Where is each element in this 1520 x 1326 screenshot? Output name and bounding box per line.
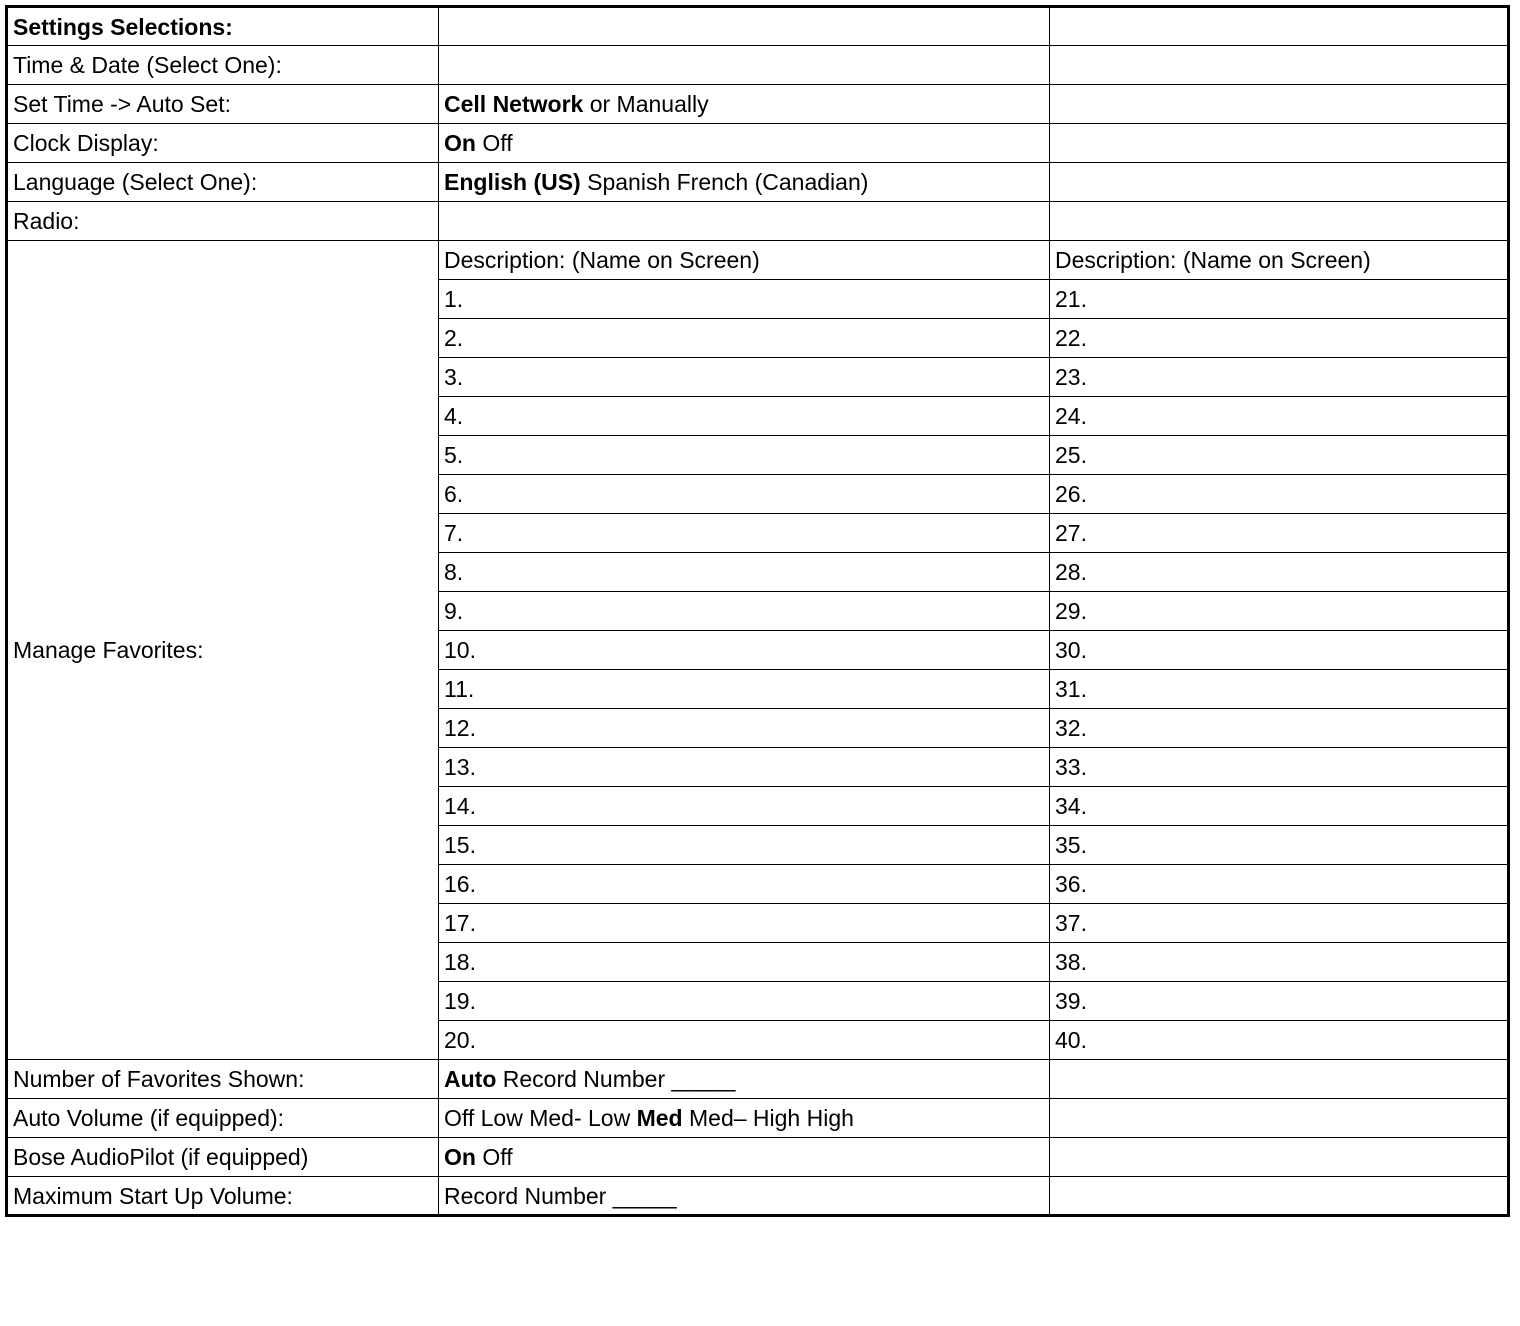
favorite-slot-right[interactable]: 31.	[1050, 670, 1509, 709]
clock-display-other-options: Off	[475, 130, 513, 156]
favorite-slot-right[interactable]: 25.	[1050, 436, 1509, 475]
favorite-slot-right[interactable]: 30.	[1050, 631, 1509, 670]
max-startup-volume-label: Maximum Start Up Volume:	[7, 1177, 439, 1216]
favorite-slot-right[interactable]: 27.	[1050, 514, 1509, 553]
auto-volume-options-before: Off Low Med- Low	[444, 1105, 637, 1131]
max-startup-volume-extra	[1050, 1177, 1509, 1216]
row-language	[7, 163, 1509, 202]
favorite-slot-left[interactable]: 18.	[439, 943, 1050, 982]
favorites-col-header-right: Description: (Name on Screen)	[1050, 241, 1509, 280]
favorite-slot-right[interactable]: 21.	[1050, 280, 1509, 319]
clock-display-options	[439, 124, 1050, 163]
favorite-slot-left[interactable]: 16.	[439, 865, 1050, 904]
clock-display-extra	[1050, 124, 1509, 163]
favorite-slot-left[interactable]: 1.	[439, 280, 1050, 319]
radio-option	[439, 202, 1050, 241]
row-clock-display	[7, 124, 1509, 163]
favorite-slot-left[interactable]: 17.	[439, 904, 1050, 943]
time-date-option	[439, 46, 1050, 85]
set-time-extra	[1050, 85, 1509, 124]
favorite-slot-right[interactable]: 24.	[1050, 397, 1509, 436]
bose-audiopilot-other-options: Off	[475, 1144, 513, 1170]
favorite-slot-left[interactable]: 13.	[439, 748, 1050, 787]
favorite-slot-right[interactable]: 35.	[1050, 826, 1509, 865]
row-settings-selections	[7, 7, 1509, 46]
settings-selections-label: Settings Selections:	[7, 7, 439, 46]
row-radio	[7, 202, 1509, 241]
bose-audiopilot-label: Bose AudioPilot (if equipped)	[7, 1138, 439, 1177]
favorite-slot-left[interactable]: 7.	[439, 514, 1050, 553]
favorite-slot-left[interactable]: 6.	[439, 475, 1050, 514]
language-extra	[1050, 163, 1509, 202]
favorite-slot-right[interactable]: 26.	[1050, 475, 1509, 514]
number-of-favorites-extra	[1050, 1060, 1509, 1099]
auto-volume-label: Auto Volume (if equipped):	[7, 1099, 439, 1138]
favorite-slot-left[interactable]: 20.	[439, 1021, 1050, 1060]
auto-volume-options	[439, 1099, 1050, 1138]
radio-extra	[1050, 202, 1509, 241]
set-time-label: Set Time -> Auto Set:	[7, 85, 439, 124]
number-of-favorites-other-options: Record Number _____	[496, 1066, 736, 1092]
favorite-slot-right[interactable]: 23.	[1050, 358, 1509, 397]
favorite-slot-right[interactable]: 40.	[1050, 1021, 1509, 1060]
row-bose-audiopilot	[7, 1138, 1509, 1177]
clock-display-label: Clock Display:	[7, 124, 439, 163]
favorite-slot-left[interactable]: 19.	[439, 982, 1050, 1021]
settings-selections-extra	[1050, 7, 1509, 46]
language-selected-option: English (US)	[444, 169, 581, 195]
row-number-of-favorites	[7, 1060, 1509, 1099]
number-of-favorites-label: Number of Favorites Shown:	[7, 1060, 439, 1099]
favorite-slot-left[interactable]: 5.	[439, 436, 1050, 475]
row-favorites-header	[7, 241, 1509, 280]
favorite-slot-right[interactable]: 29.	[1050, 592, 1509, 631]
favorite-slot-left[interactable]: 9.	[439, 592, 1050, 631]
favorite-slot-left[interactable]: 14.	[439, 787, 1050, 826]
settings-selections-option	[439, 7, 1050, 46]
bose-audiopilot-extra	[1050, 1138, 1509, 1177]
favorite-slot-left[interactable]: 11.	[439, 670, 1050, 709]
favorite-slot-right[interactable]: 33.	[1050, 748, 1509, 787]
manage-favorites-label: Manage Favorites:	[7, 241, 439, 1060]
set-time-selected-option: Cell Network	[444, 91, 584, 117]
favorite-slot-right[interactable]: 32.	[1050, 709, 1509, 748]
row-set-time	[7, 85, 1509, 124]
favorite-slot-left[interactable]: 12.	[439, 709, 1050, 748]
favorite-slot-right[interactable]: 39.	[1050, 982, 1509, 1021]
favorite-slot-left[interactable]: 2.	[439, 319, 1050, 358]
favorite-slot-right[interactable]: 37.	[1050, 904, 1509, 943]
favorite-slot-left[interactable]: 15.	[439, 826, 1050, 865]
auto-volume-selected-option: Med	[636, 1105, 683, 1131]
time-date-label: Time & Date (Select One):	[7, 46, 439, 85]
favorite-slot-right[interactable]: 28.	[1050, 553, 1509, 592]
language-other-options: Spanish French (Canadian)	[580, 169, 869, 195]
clock-display-selected-option: On	[444, 130, 476, 156]
row-max-startup-volume	[7, 1177, 1509, 1216]
auto-volume-options-after: Med– High High	[682, 1105, 854, 1131]
settings-table	[5, 5, 1510, 1217]
max-startup-volume-option: Record Number _____	[439, 1177, 1050, 1216]
favorites-col-header-left: Description: (Name on Screen)	[439, 241, 1050, 280]
favorite-slot-right[interactable]: 22.	[1050, 319, 1509, 358]
favorite-slot-left[interactable]: 8.	[439, 553, 1050, 592]
number-of-favorites-options	[439, 1060, 1050, 1099]
set-time-options	[439, 85, 1050, 124]
row-auto-volume	[7, 1099, 1509, 1138]
radio-label: Radio:	[7, 202, 439, 241]
favorite-slot-left[interactable]: 3.	[439, 358, 1050, 397]
bose-audiopilot-options	[439, 1138, 1050, 1177]
favorite-slot-left[interactable]: 10.	[439, 631, 1050, 670]
language-options	[439, 163, 1050, 202]
number-of-favorites-selected-option: Auto	[444, 1066, 497, 1092]
auto-volume-extra	[1050, 1099, 1509, 1138]
favorite-slot-right[interactable]: 34.	[1050, 787, 1509, 826]
language-label: Language (Select One):	[7, 163, 439, 202]
time-date-extra	[1050, 46, 1509, 85]
set-time-other-options: or Manually	[583, 91, 709, 117]
bose-audiopilot-selected-option: On	[444, 1144, 476, 1170]
favorite-slot-left[interactable]: 4.	[439, 397, 1050, 436]
favorite-slot-right[interactable]: 36.	[1050, 865, 1509, 904]
favorite-slot-right[interactable]: 38.	[1050, 943, 1509, 982]
row-time-date	[7, 46, 1509, 85]
